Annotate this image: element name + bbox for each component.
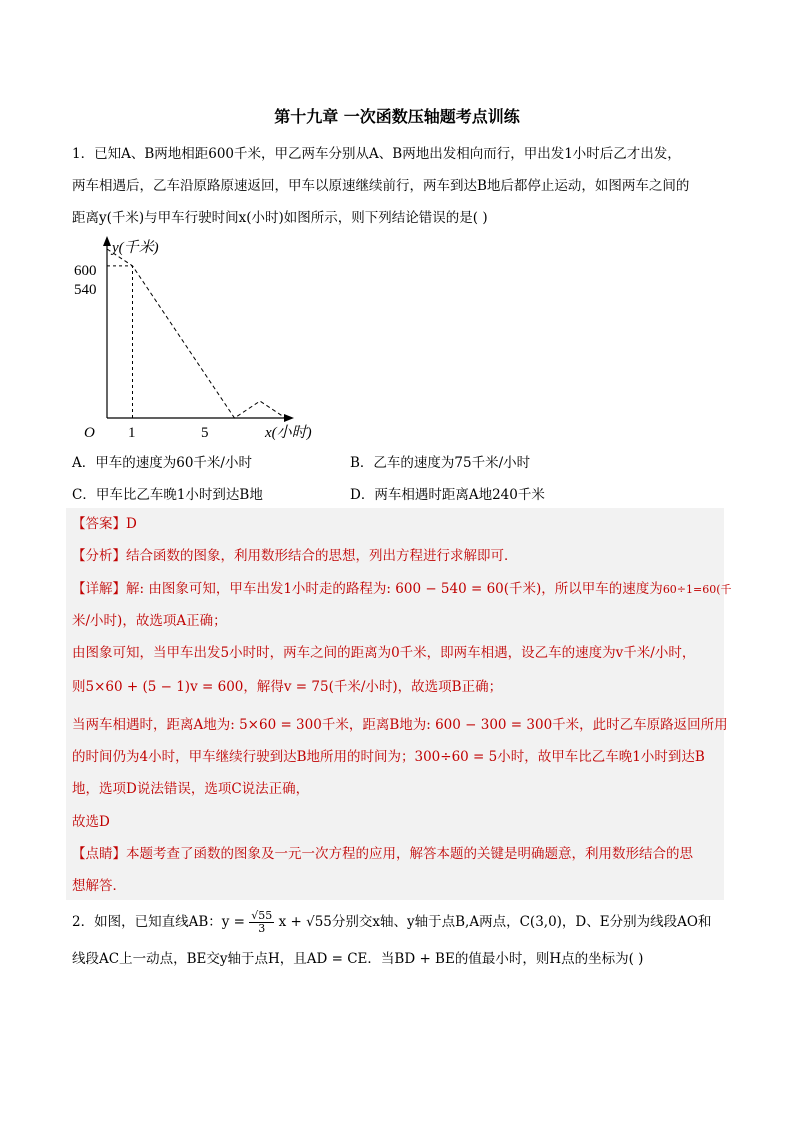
- answer-box: [66, 508, 724, 900]
- q2-fraction-numerator: √55: [251, 909, 273, 922]
- x-tick-label-5: 5: [201, 425, 209, 441]
- q1-text-line2: 两车相遇后，乙车沿原路原速返回，甲车以原速继续前行，两车到达B地后都停止运动，如图两车之间的: [72, 178, 690, 194]
- detail-line-6: 的时间仍为4小时，甲车继续行驶到达B地所用的时间为；300÷60 = 5小时，故甲车比乙车晚1小时到达B: [72, 749, 705, 765]
- detail-line-4: 则5×60 + (5 − 1)v = 600，解得v = 75(千米/小时)，故选项B正确；: [72, 679, 503, 695]
- y-tick-label-540: 540: [74, 282, 97, 298]
- distance-time-graph: [72, 232, 332, 446]
- comment-line-1: 【点睛】本题考查了函数的图象及一元一次方程的应用，解答本题的关键是明确题意，利用数形结合的思: [72, 846, 693, 862]
- detail-line-5: 当两车相遇时，距离A地为: 5×60 = 300千米，距离B地为: 600 − 300 = 300千米，此时乙车原路返回所用: [72, 717, 728, 733]
- q2-text-line2: 线段AC上一动点，BE交y轴于点H，且AD = CE．当BD + BE的值最小时，则H点的坐标为( ): [72, 951, 644, 967]
- conclusion-line: 故选D: [72, 814, 110, 830]
- q2-line1-start: 2．如图，已知直线AB：y =: [72, 914, 245, 930]
- q1-text-line1: 1．已知A、B两地相距600千米，甲乙两车分别从A、B两地出发相向而行，甲出发1小时后乙才出发，: [72, 146, 681, 162]
- x-tick-label-1: 1: [128, 425, 136, 441]
- q1-option-a: A．甲车的速度为60千米/小时: [72, 455, 252, 471]
- detail-line-1-text: 【详解】解: 由图象可知，甲车出发1小时走的路程为: 600 − 540 = 60(千米)，所以甲车的速度为: [72, 581, 663, 597]
- analysis-line: 【分析】结合函数的图象，利用数形结合的思想，列出方程进行求解即可．: [72, 548, 518, 564]
- q2-line1-end: x + √55分别交x轴、y轴于点B,A两点，C(3,0)，D、E分别为线段AO和: [278, 914, 712, 930]
- y-tick-label-600: 600: [74, 263, 97, 279]
- origin-label: O: [84, 425, 95, 441]
- detail-line-1-formula: 60÷1=60(千: [662, 583, 732, 596]
- page-title: 第十九章 一次函数压轴题考点训练: [274, 107, 520, 126]
- detail-line-3: 由图象可知，当甲车出发5小时时，两车之间的距离为0千米，即两车相遇，设乙车的速度为v千米/小时，: [72, 645, 696, 661]
- q2-fraction-denominator: 3: [258, 922, 266, 935]
- detail-line-2: 米/小时)，故选项A正确；: [72, 613, 227, 629]
- comment-line-2: 想解答．: [72, 878, 126, 894]
- q1-option-b: B．乙车的速度为75千米/小时: [350, 455, 531, 471]
- detail-line-1: [72, 580, 732, 599]
- answer-line: 【答案】D: [72, 516, 137, 532]
- q1-option-c: C．甲车比乙车晚1小时到达B地: [72, 487, 263, 503]
- detail-line-7: 地，选项D说法错误，选项C说法正确，: [72, 781, 310, 797]
- graph-axes: [103, 236, 294, 422]
- x-axis-label: x(小时): [265, 425, 312, 441]
- q1-text-line3: 距离y(千米)与甲车行驶时间x(小时)如图所示，则下列结论错误的是( ): [72, 210, 488, 226]
- q1-option-d: D．两车相遇时距离A地240千米: [350, 487, 545, 503]
- y-axis-label: y(千米): [112, 240, 159, 256]
- q2-fraction: [249, 910, 274, 935]
- y-axis-arrow: [103, 236, 111, 246]
- q2-text-line1: [72, 910, 711, 935]
- distance-series-line: [107, 249, 286, 418]
